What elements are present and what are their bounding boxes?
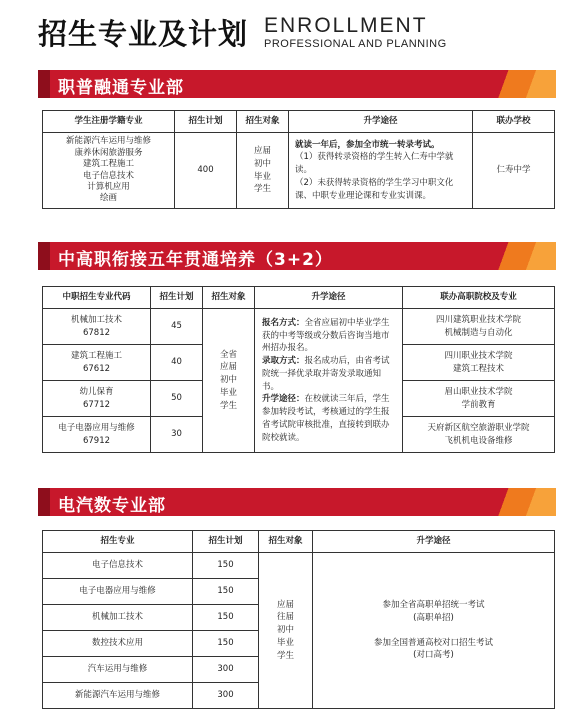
path-label: 报名方式：: [262, 317, 305, 328]
target-line: 应届: [276, 599, 294, 610]
column-header: 招生计划: [151, 287, 203, 309]
major-code: 67612: [82, 363, 111, 374]
path-text: 在校就读三年后，学生参加转段考试，考核通过的学生报省考试院审核批准，直接转到联办院校就读。: [262, 394, 390, 443]
major-cell: 数控技术应用: [43, 631, 193, 657]
page-title: 招生专业及计划: [38, 17, 249, 51]
table-header-row: [43, 111, 555, 133]
plan-cell: 40: [151, 345, 203, 381]
path-text: 报名成功后，由省考试院统一择优录取并寄发录取通知书。: [262, 356, 390, 392]
major-code: 67912: [82, 435, 111, 446]
table-row: [43, 309, 555, 345]
target-cell: [259, 553, 313, 709]
target-line: 毕业: [219, 387, 237, 398]
plan-cell: 300: [193, 683, 259, 709]
path-label: 升学途径：: [262, 394, 305, 405]
table-header-row: [43, 287, 555, 309]
column-header: 招生计划: [175, 111, 237, 133]
plan-cell: 150: [193, 605, 259, 631]
plan-cell: 150: [193, 631, 259, 657]
major-cell: [43, 381, 151, 417]
major-name: 幼儿保育: [79, 386, 114, 397]
college-major: 学前教育: [461, 399, 496, 410]
section-title: 中高职衔接五年贯通培养（3+2）: [58, 250, 333, 270]
path-paragraph: [262, 355, 395, 393]
table-row: [43, 133, 555, 209]
major-cell: [43, 345, 151, 381]
table-section-1: [42, 110, 555, 209]
major-cell: 电子电器应用与维修: [43, 579, 193, 605]
plan-cell: 300: [193, 657, 259, 683]
column-header: 学生注册学籍专业: [43, 111, 175, 133]
major-name: 机械加工技术: [70, 314, 122, 325]
college-name: 四川建筑职业技术学院: [435, 314, 521, 325]
column-header: 联办高职院校及专业: [403, 287, 555, 309]
major-code: 67712: [82, 399, 111, 410]
major-cell: 电子信息技术: [43, 553, 193, 579]
plan-cell: 50: [151, 381, 203, 417]
path-paragraph: [262, 317, 395, 355]
column-header: 升学途径: [255, 287, 403, 309]
college-name: 眉山职业技术学院: [444, 386, 513, 397]
section-banner-2: [38, 242, 556, 270]
majors-cell: [43, 133, 175, 209]
column-header: 招生对象: [237, 111, 289, 133]
college-major: 建筑工程技术: [452, 363, 504, 374]
plan-cell: 400: [175, 133, 237, 209]
major-name: 康养休闲旅游服务: [74, 147, 143, 158]
major-cell: 汽车运用与维修: [43, 657, 193, 683]
page-title-en: ENROLLMENT: [264, 14, 428, 37]
major-name: 新能源汽车运用与维修: [65, 136, 151, 147]
table-section-2: [42, 286, 555, 453]
path-line: （1）获得转录资格的学生转入仁寿中学就读。: [295, 152, 454, 176]
target-line: 毕业: [253, 171, 271, 182]
path-line: 参加全国普通高校对口招生考试: [373, 637, 493, 648]
column-header: 中职招生专业代码: [43, 287, 151, 309]
target-line: 学生: [276, 650, 294, 661]
plan-cell: 30: [151, 417, 203, 453]
column-header: 招生对象: [203, 287, 255, 309]
target-line: 毕业: [276, 637, 294, 648]
path-cell: [255, 309, 403, 453]
partner-cell: 仁寿中学: [473, 133, 555, 209]
path-line: (高职单招): [413, 612, 454, 623]
table-section-3: [42, 530, 555, 709]
target-cell: [237, 133, 289, 209]
column-header: 招生计划: [193, 531, 259, 553]
major-name: 建筑工程施工: [70, 350, 122, 361]
major-cell: [43, 417, 151, 453]
college-major: 机械制造与自动化: [444, 327, 513, 338]
path-paragraph: [262, 393, 395, 444]
college-cell: [403, 417, 555, 453]
section-title: 电汽数专业部: [58, 496, 166, 516]
path-line: 参加全省高职单招统一考试: [382, 600, 485, 610]
major-name: 电子电器应用与维修: [58, 422, 135, 433]
target-line: 初中: [276, 625, 294, 636]
plan-cell: 150: [193, 579, 259, 605]
path-line: 就读一年后，参加全市统一转录考试。: [295, 139, 440, 150]
page-subtitle-en: PROFESSIONAL AND PLANNING: [264, 38, 447, 50]
major-name: 绘画: [99, 193, 117, 204]
college-name: 四川职业技术学院: [444, 350, 513, 361]
target-line: 往届: [276, 612, 294, 623]
target-cell: [203, 309, 255, 453]
college-cell: [403, 345, 555, 381]
plan-cell: 45: [151, 309, 203, 345]
path-line: (对口高考): [413, 650, 454, 661]
target-line: 学生: [219, 400, 237, 411]
column-header: 招生对象: [259, 531, 313, 553]
section-banner-1: [38, 70, 556, 98]
table-header-row: [43, 531, 555, 553]
major-code: 67812: [82, 327, 111, 338]
path-label: 录取方式：: [262, 356, 305, 366]
column-header: 升学途径: [313, 531, 555, 553]
target-line: 初中: [253, 158, 271, 169]
page-header: [38, 8, 558, 56]
target-line: 应届: [219, 362, 237, 373]
path-line: （2）未获得转录资格的学生学习中职文化课、中职专业理论课和专业实训课。: [295, 177, 454, 201]
column-header: 联办学校: [473, 111, 555, 133]
major-cell: 机械加工技术: [43, 605, 193, 631]
major-name: 电子信息技术: [82, 170, 134, 181]
major-name: 建筑工程施工: [82, 159, 134, 170]
target-line: 初中: [219, 375, 237, 386]
major-cell: 新能源汽车运用与维修: [43, 683, 193, 709]
college-major: 飞机机电设备维修: [444, 435, 513, 446]
section-banner-3: [38, 488, 556, 516]
college-cell: [403, 309, 555, 345]
path-cell: [289, 133, 473, 209]
path-text: 全省应届初中毕业学生获的中考等级或分数后咨询当地市州招办报名。: [262, 317, 390, 354]
plan-cell: 150: [193, 553, 259, 579]
target-line: 全省: [219, 349, 237, 360]
target-line: 学生: [253, 184, 271, 195]
college-cell: [403, 381, 555, 417]
target-line: 应届: [253, 146, 271, 156]
column-header: 招生专业: [43, 531, 193, 553]
college-name: 天府新区航空旅游职业学院: [427, 422, 530, 433]
major-name: 计算机应用: [87, 181, 130, 192]
path-cell: [313, 553, 555, 709]
major-cell: [43, 309, 151, 345]
section-title: 职普融通专业部: [58, 78, 184, 98]
column-header: 升学途径: [289, 111, 473, 133]
table-row: [43, 553, 555, 579]
